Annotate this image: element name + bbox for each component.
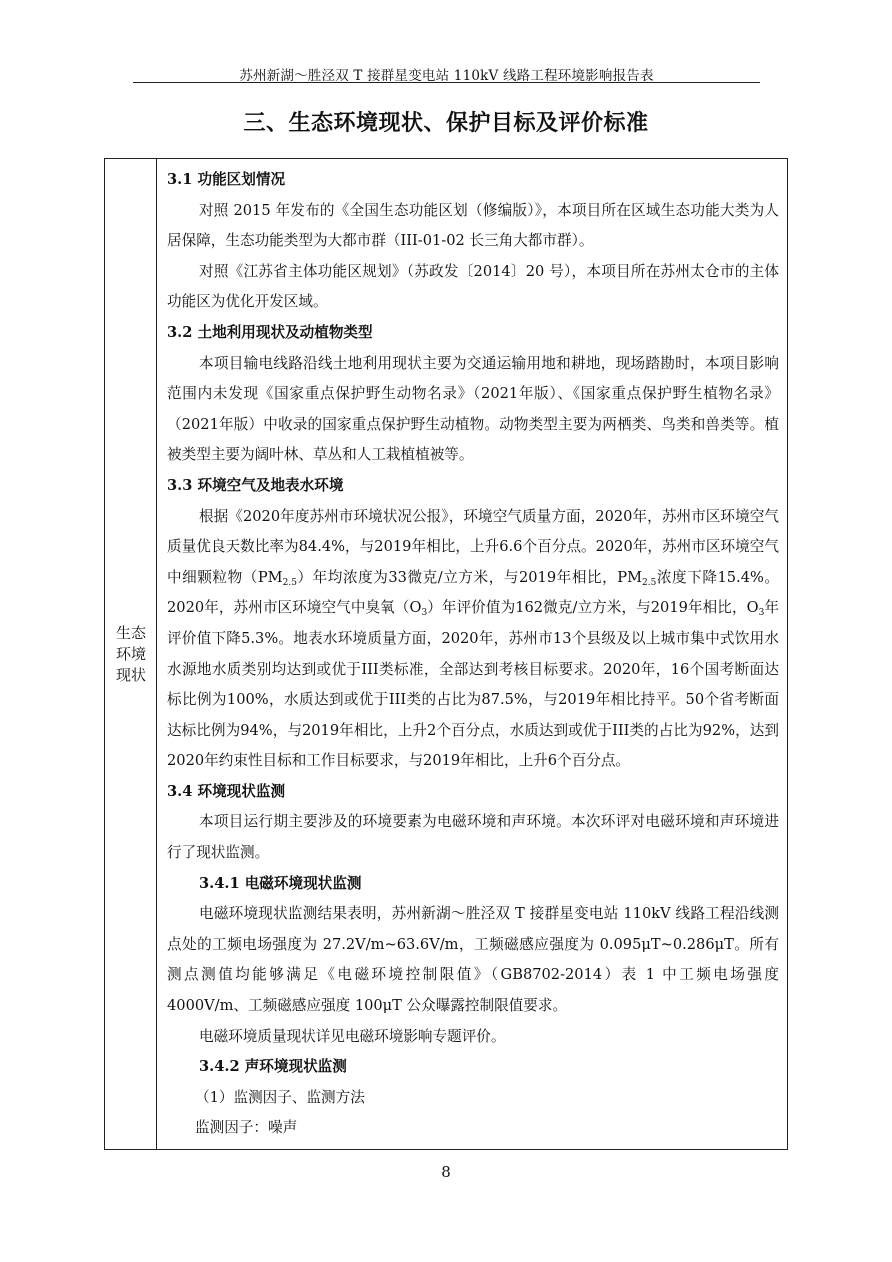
header-rule [133,82,760,83]
s33-text-d: ）年评价值为162微克/立方米，与2019年相比，O [427,599,759,617]
s33-text-e: 年评价值下降5.3%。地表水环境质量方面，2020年，苏州市13个县级及以上城市集中式饮用水水源地水质类别均达到或优于III类标准，全部达到考核目标要求。2020年，16个国考断面达标比例为100%，水质达到或优于III类的占比为87.5%，与2019年相比持平。50个省考断面达标比例为94%，与2019年相比，上升2个百分点，水质达到或优于III类的占比为92%，达到2020年约束性目标和工作目标要求，与2019年相比，上升6个百分点。 [167,599,779,770]
row-label-cell [105,159,157,1149]
section-3-4-1-heading: 3.4.1 电磁环境现状监测 [199,874,362,892]
section-3-4-paragraph-1: 本项目运行期主要涉及的环境要素为电磁环境和声环境。本次环评对电磁环境和声环境进行了现状监测。 [167,813,779,862]
section-3-3-paragraph-1 [167,502,779,777]
section-3-1-paragraph-2: 对照《江苏省主体功能区规划》（苏政发〔2014〕20 号），本项目所在苏州太仓市的主体功能区为优化开发区域。 [167,262,779,311]
s33-text-a: 根据《2020年度苏州市环境状况公报》，环境空气质量方面，2020年，苏州市区环境空气质量优良天数比率为84.4%，与2019年相比，上升6.6个百分点。2020年，苏州市区环境空气中细颗粒物（PM [167,507,779,586]
page-title: 三、生态环境现状、保护目标及评价标准 [243,111,649,136]
section-3-4-heading: 3.4 环境现状监测 [167,782,286,800]
section-3-4-2-item-1: （1）监测因子、监测方法 [195,1088,365,1106]
section-3-3-heading: 3.3 环境空气及地表水环境 [167,476,344,494]
section-3-1-paragraph-1: 对照 2015 年发布的《全国生态功能区划（修编版）》，本项目所在区域生态功能大类为人居保障，生态功能类型为大都市群（III-01-02 长三角大都市群）。 [167,201,779,250]
section-3-2-paragraph-1: 本项目输电线路沿线土地利用现状主要为交通运输用地和耕地，现场踏勘时，本项目影响范围内未发现《国家重点保护野生动物名录》（2021年版）、《国家重点保护野生植物名录》（2021年版）中收录的国家重点保护野生动植物。动物类型主要为两栖类、鸟类和兽类等。植被类型主要为阔叶林、草丛和人工栽植植被等。 [167,354,779,464]
content-cell [157,165,787,1144]
section-3-4-2-heading: 3.4.2 声环境现状监测 [199,1058,347,1076]
running-header: 苏州新湖～胜泾双 T 接群星变电站 110kV 线路工程环境影响报告表 [239,68,654,84]
s33-text-c: 浓度下降15.4%。2020年，苏州市区环境空气中臭氧（O [167,568,779,617]
s33-text-b: ）年均浓度为33微克/立方米，与2019年相比，PM [296,568,643,586]
page-number: 8 [441,1163,451,1181]
s33-sub-o3-1: 3 [421,608,428,619]
section-3-4-2-item-2: 监测因子：噪声 [195,1119,298,1137]
row-label: 生态 环境 现状 [115,624,146,684]
s33-sub-pm25-1: 2.5 [282,577,297,588]
s33-sub-o3-2: 3 [758,608,765,619]
section-3-4-1-paragraph-2: 电磁环境质量现状详见电磁环境影响专题评价。 [199,1027,506,1045]
section-3-2-heading: 3.2 土地利用现状及动植物类型 [167,323,373,341]
section-3-4-1-paragraph-1: 电磁环境现状监测结果表明，苏州新湖～胜泾双 T 接群星变电站 110kV 线路工程沿线测点处的工频电场强度为 27.2V/m~63.6V/m，工频磁感应强度为 0.095μT~0.286μT。所有测点测值均能够满足《电磁环境控制限值》（GB8702-2014）表 1 中工频电场强度 4000V/m、工频磁感应强度 100μT 公众曝露控制限值要求。 [167,905,779,1015]
section-3-1-heading: 3.1 功能区划情况 [167,171,286,188]
s33-sub-pm25-2: 2.5 [642,577,657,588]
content-table [104,158,788,1150]
